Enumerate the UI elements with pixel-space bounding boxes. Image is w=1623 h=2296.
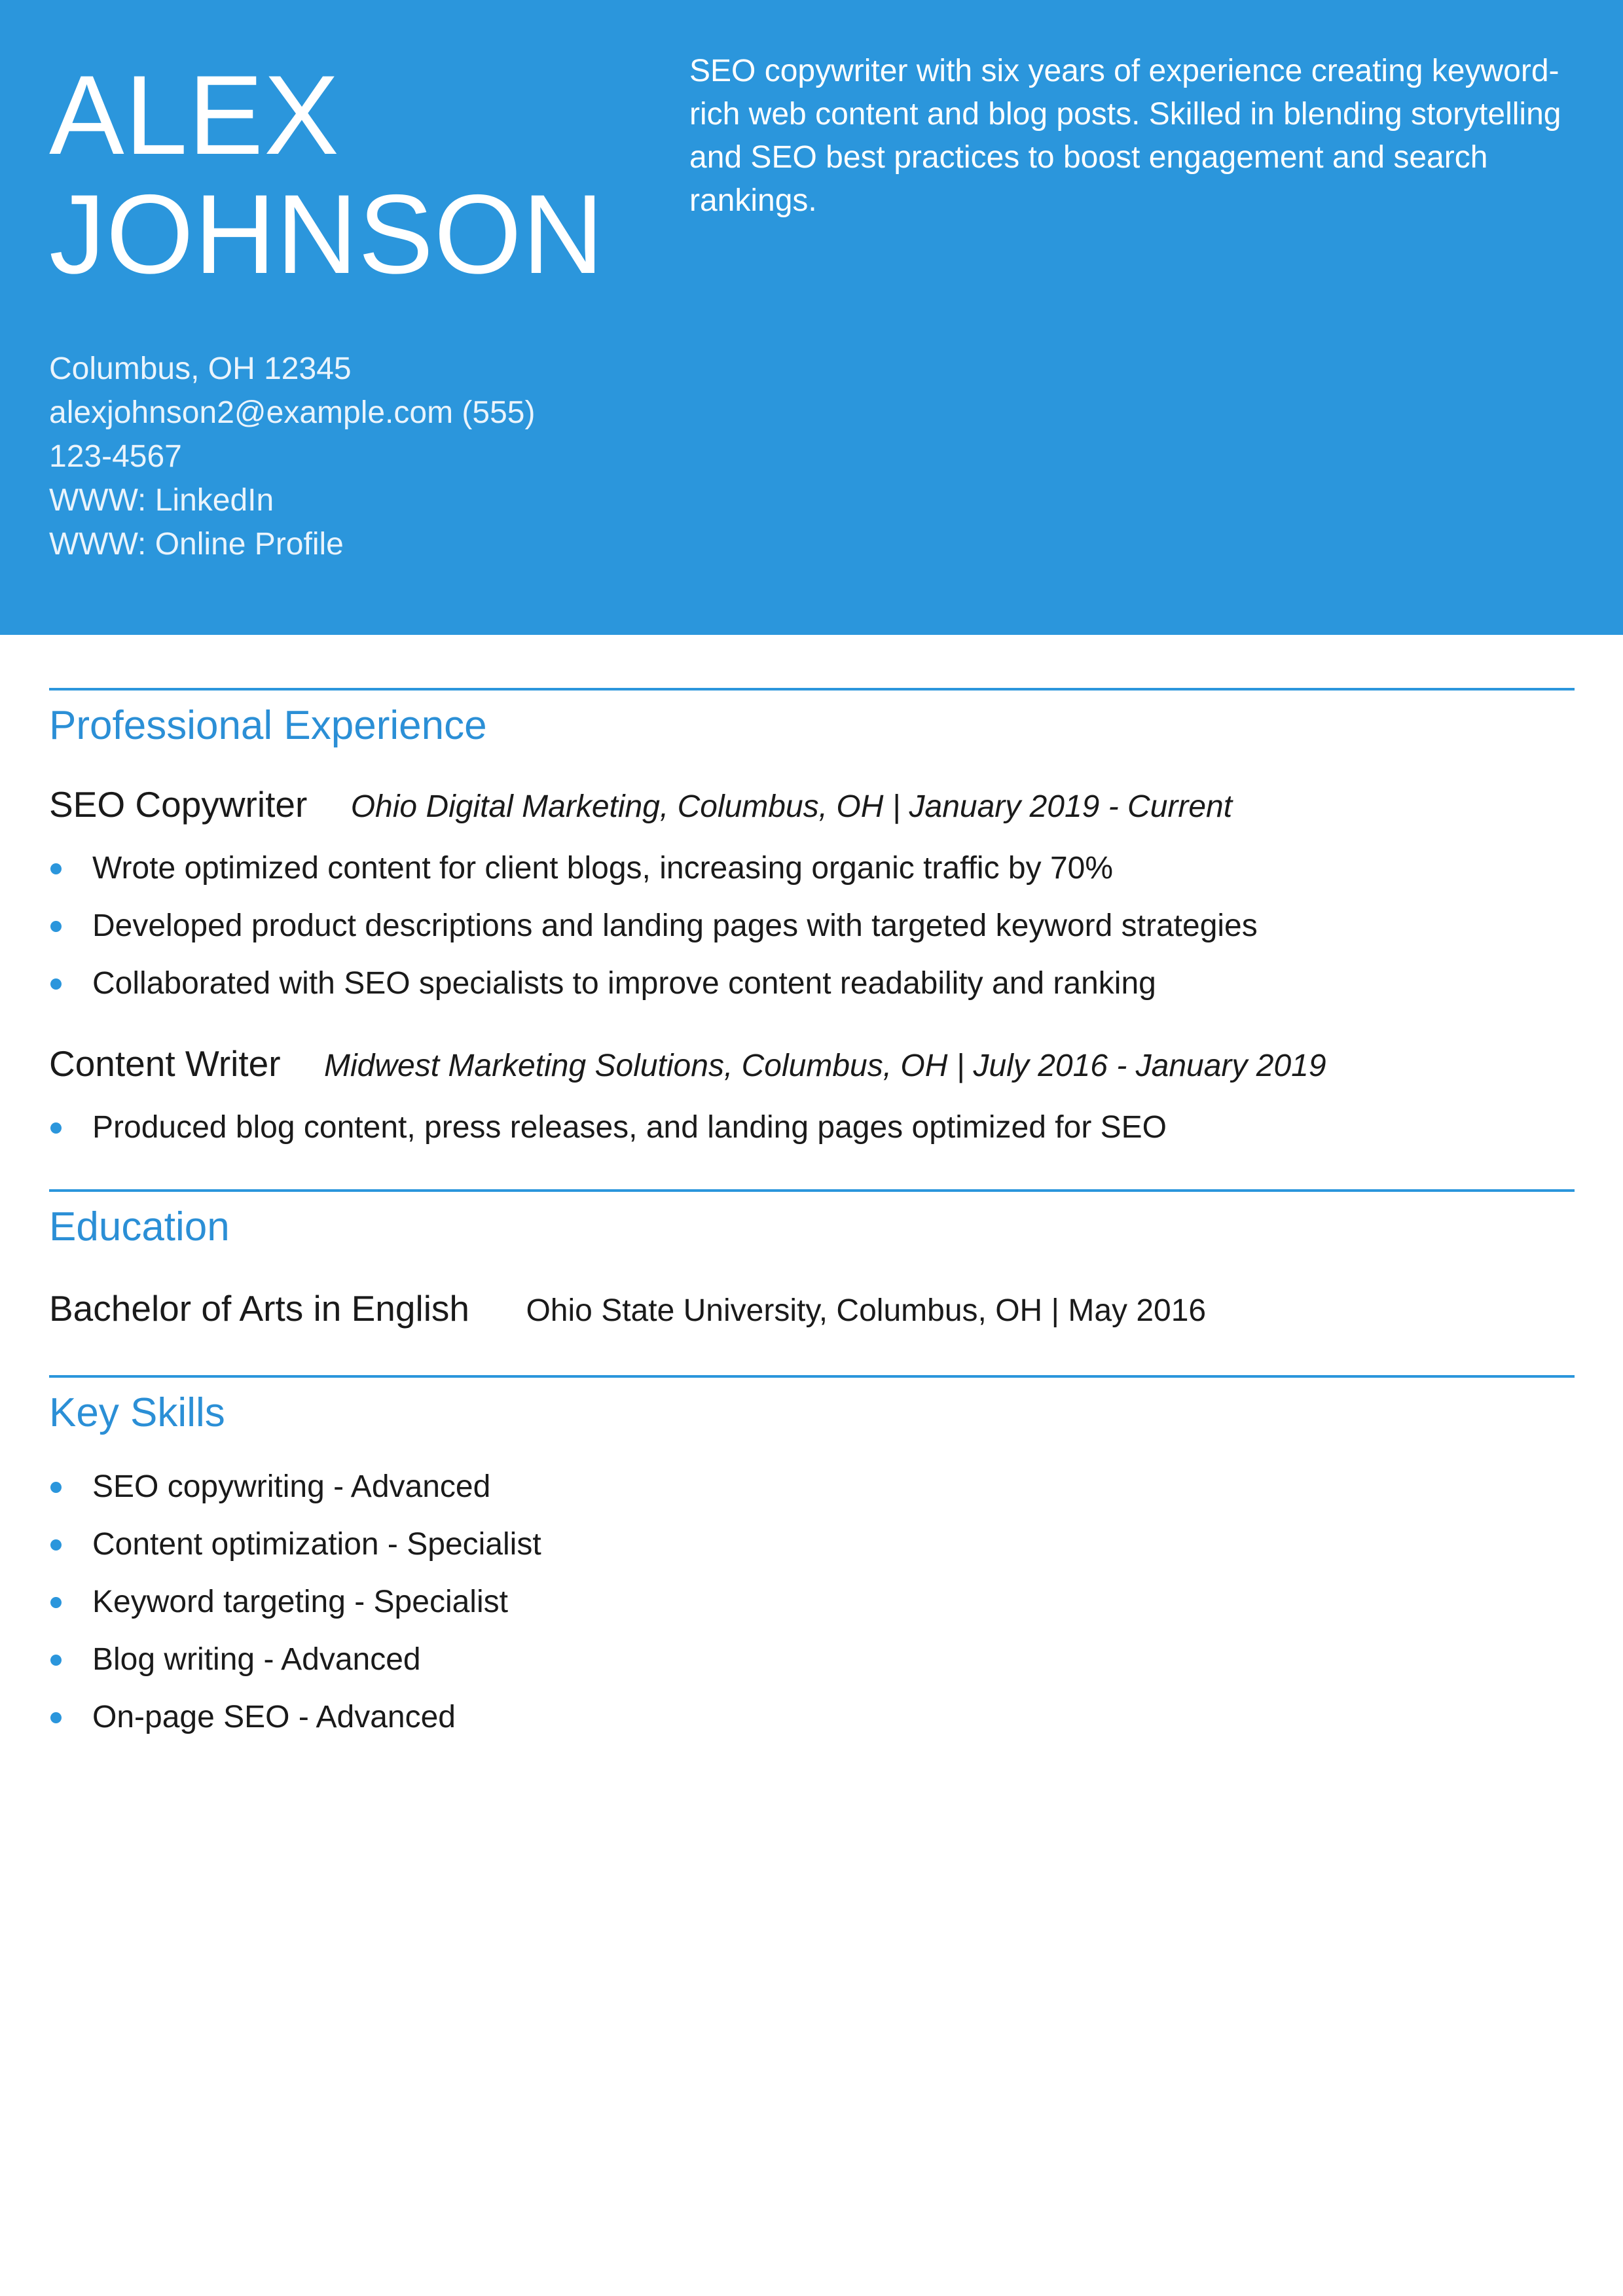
section-divider-experience [49, 688, 1575, 691]
first-name: ALEX [49, 52, 340, 178]
job-employer-dates: Ohio Digital Marketing, Columbus, OH | January 2019 - Current [350, 789, 1233, 824]
degree: Bachelor of Arts in English [49, 1288, 470, 1329]
list-item: Collaborated with SEO specialists to improve content readability and ranking [49, 955, 1258, 1013]
section-title-skills: Key Skills [49, 1390, 225, 1435]
list-item: Produced blog content, press releases, and landing pages optimized for SEO [49, 1099, 1167, 1157]
last-name: JOHNSON [49, 171, 604, 297]
resume-header [0, 0, 1623, 635]
job-bullets-2 [49, 1099, 1167, 1157]
job-header-2 [49, 1041, 1326, 1086]
job-header-1 [49, 781, 1232, 827]
list-item: SEO copywriting - Advanced [49, 1458, 541, 1516]
list-item: On-page SEO - Advanced [49, 1689, 541, 1746]
list-item: Blog writing - Advanced [49, 1631, 541, 1689]
bullet-icon [50, 978, 62, 990]
job-title: SEO Copywriter [49, 784, 308, 825]
professional-summary: SEO copywriter with six years of experience creating keyword-rich web content and blog posts. Skilled in blending storytelling and SEO best practices to boost engagement and search rankings. [689, 54, 1561, 218]
bullet-icon [50, 1482, 62, 1493]
bullet-icon [50, 1539, 62, 1551]
list-item: Developed product descriptions and landing pages with targeted keyword strategies [49, 897, 1258, 955]
section-title-education: Education [49, 1204, 230, 1249]
contact-address: Columbus, OH 12345 [49, 351, 352, 386]
bullet-icon [50, 1597, 62, 1608]
section-title-experience: Professional Experience [49, 703, 487, 748]
bullet-icon [50, 921, 62, 932]
bullet-icon [50, 1122, 62, 1134]
candidate-name [49, 52, 638, 297]
job-bullets-1 [49, 840, 1258, 1013]
job-employer-dates: Midwest Marketing Solutions, Columbus, OH | July 2016 - January 2019 [324, 1049, 1326, 1083]
education-entry [49, 1285, 1206, 1331]
education-school-date: Ohio State University, Columbus, OH | May 2016 [526, 1293, 1207, 1328]
job-title: Content Writer [49, 1043, 281, 1084]
bullet-icon [50, 1712, 62, 1723]
section-divider-skills [49, 1375, 1575, 1378]
contact-info [49, 347, 586, 566]
list-item: Wrote optimized content for client blogs, increasing organic traffic by 70% [49, 840, 1258, 897]
bullet-icon [50, 863, 62, 874]
list-item: Content optimization - Specialist [49, 1516, 541, 1573]
section-divider-education [49, 1189, 1575, 1192]
skills-list [49, 1458, 541, 1746]
contact-linkedin-link[interactable]: WWW: LinkedIn [49, 483, 274, 518]
contact-email-phone: alexjohnson2@example.com (555) [49, 395, 536, 430]
contact-profile-link[interactable]: WWW: Online Profile [49, 527, 344, 562]
list-item: Keyword targeting - Specialist [49, 1573, 541, 1631]
bullet-icon [50, 1655, 62, 1666]
contact-phone-cont: 123-4567 [49, 439, 182, 474]
